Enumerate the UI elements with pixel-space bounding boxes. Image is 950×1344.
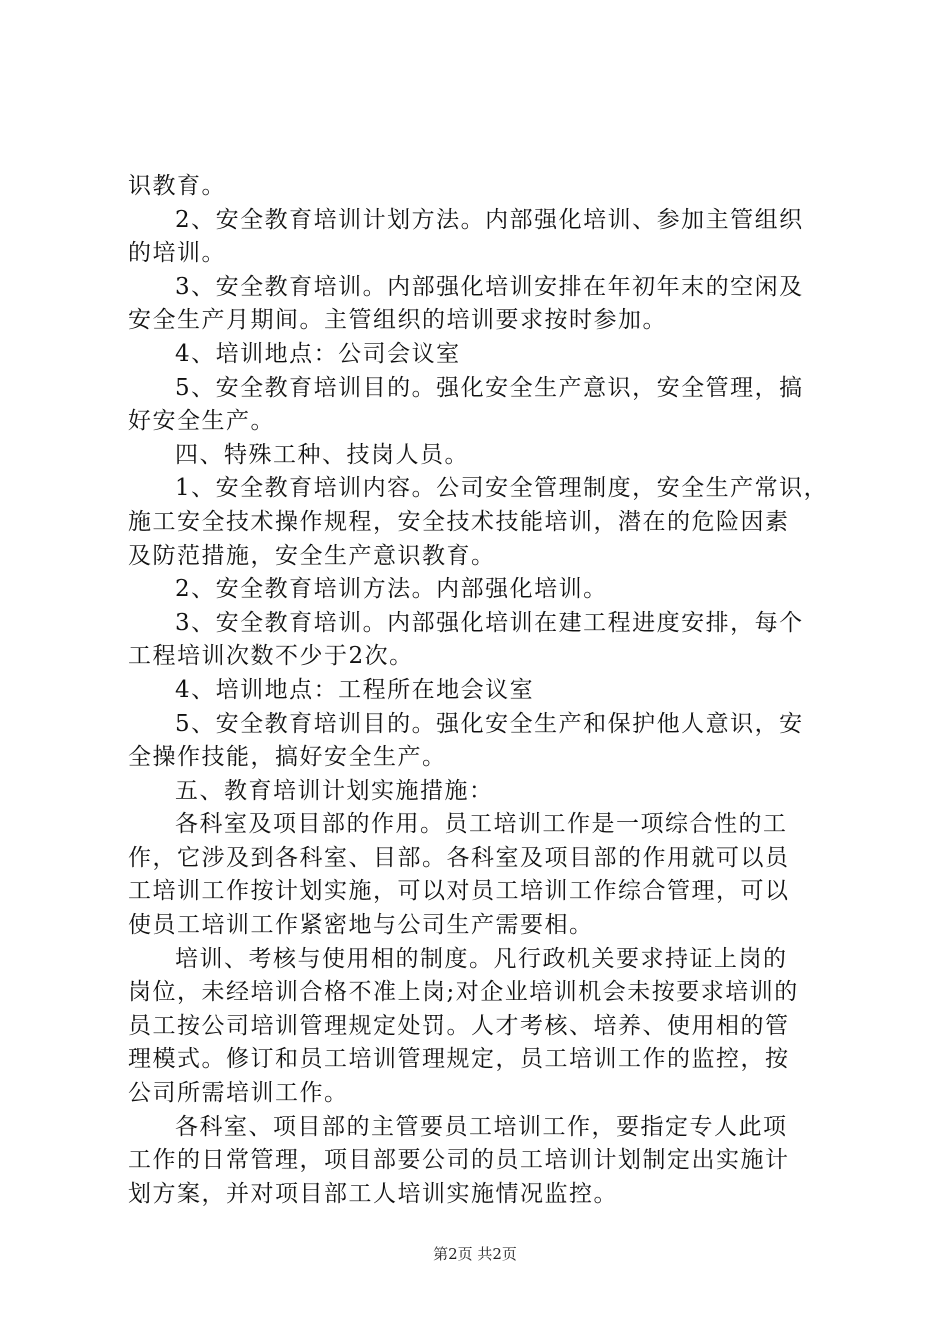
text-line: 各科室、项目部的主管要员工培训工作，要指定专人此项: [175, 1113, 788, 1140]
text-line: 施工安全技术操作规程，安全技术技能培训，潜在的危险因素: [128, 508, 790, 535]
text-line: 划方案，并对项目部工人培训实施情况监控。: [128, 1180, 618, 1207]
text-line: 3、安全教育培训。内部强化培训在建工程进度安排，每个: [175, 609, 804, 636]
text-line: 使员工培训工作紧密地与公司生产需要相。: [128, 912, 594, 939]
text-line: 工程培训次数不少于2次。: [128, 643, 414, 670]
text-line: 4、培训地点：工程所在地会议室: [175, 676, 535, 703]
text-line: 的培训。: [128, 240, 226, 267]
text-line: 2、安全教育培训方法。内部强化培训。: [175, 576, 608, 603]
document-body: [128, 170, 833, 1211]
text-line: 公司所需培训工作。: [128, 1080, 349, 1107]
page-footer: 第2页 共2页: [433, 1245, 517, 1263]
text-line: 2、安全教育培训计划方法。内部强化培训、参加主管组织: [175, 206, 804, 233]
text-line: 全操作技能，搞好安全生产。: [128, 744, 447, 771]
text-line: 5、安全教育培训目的。强化安全生产意识，安全管理，搞: [175, 374, 804, 401]
text-line: 好安全生产。: [128, 408, 275, 435]
text-line: 1、安全教育培训内容。公司安全管理制度，安全生产常识，: [175, 475, 829, 502]
text-line: 识教育。: [128, 173, 226, 199]
text-line: 3、安全教育培训。内部强化培训安排在年初年末的空闲及: [175, 273, 804, 300]
text-line: 安全生产月期间。主管组织的培训要求按时参加。: [128, 307, 667, 334]
text-line: 及防范措施，安全生产意识教育。: [128, 542, 496, 569]
text-line: 五、教育培训计划实施措施：: [175, 777, 494, 804]
text-line: 四、特殊工种、技岗人员。: [175, 441, 469, 468]
text-line: 4、培训地点：公司会议室: [175, 340, 461, 367]
text-line: 5、安全教育培训目的。强化安全生产和保护他人意识，安: [175, 710, 804, 737]
text-line: 员工按公司培训管理规定处罚。人才考核、培养、使用相的管: [128, 1012, 790, 1039]
text-line: 工培训工作按计划实施，可以对员工培训工作综合管理，可以: [128, 878, 790, 905]
text-line: 岗位，未经培训合格不准上岗;对企业培训机会未按要求培训的: [128, 979, 799, 1006]
text-line: 作，它涉及到各科室、目部。各科室及项目部的作用就可以员: [128, 844, 790, 871]
text-line: 工作的日常管理，项目部要公司的员工培训计划制定出实施计: [128, 1147, 790, 1174]
text-line: 培训、考核与使用相的制度。凡行政机关要求持证上岗的: [175, 945, 788, 972]
text-line: 各科室及项目部的作用。员工培训工作是一项综合性的工: [175, 811, 788, 838]
text-line: 理模式。修订和员工培训管理规定，员工培训工作的监控，按: [128, 1046, 790, 1073]
